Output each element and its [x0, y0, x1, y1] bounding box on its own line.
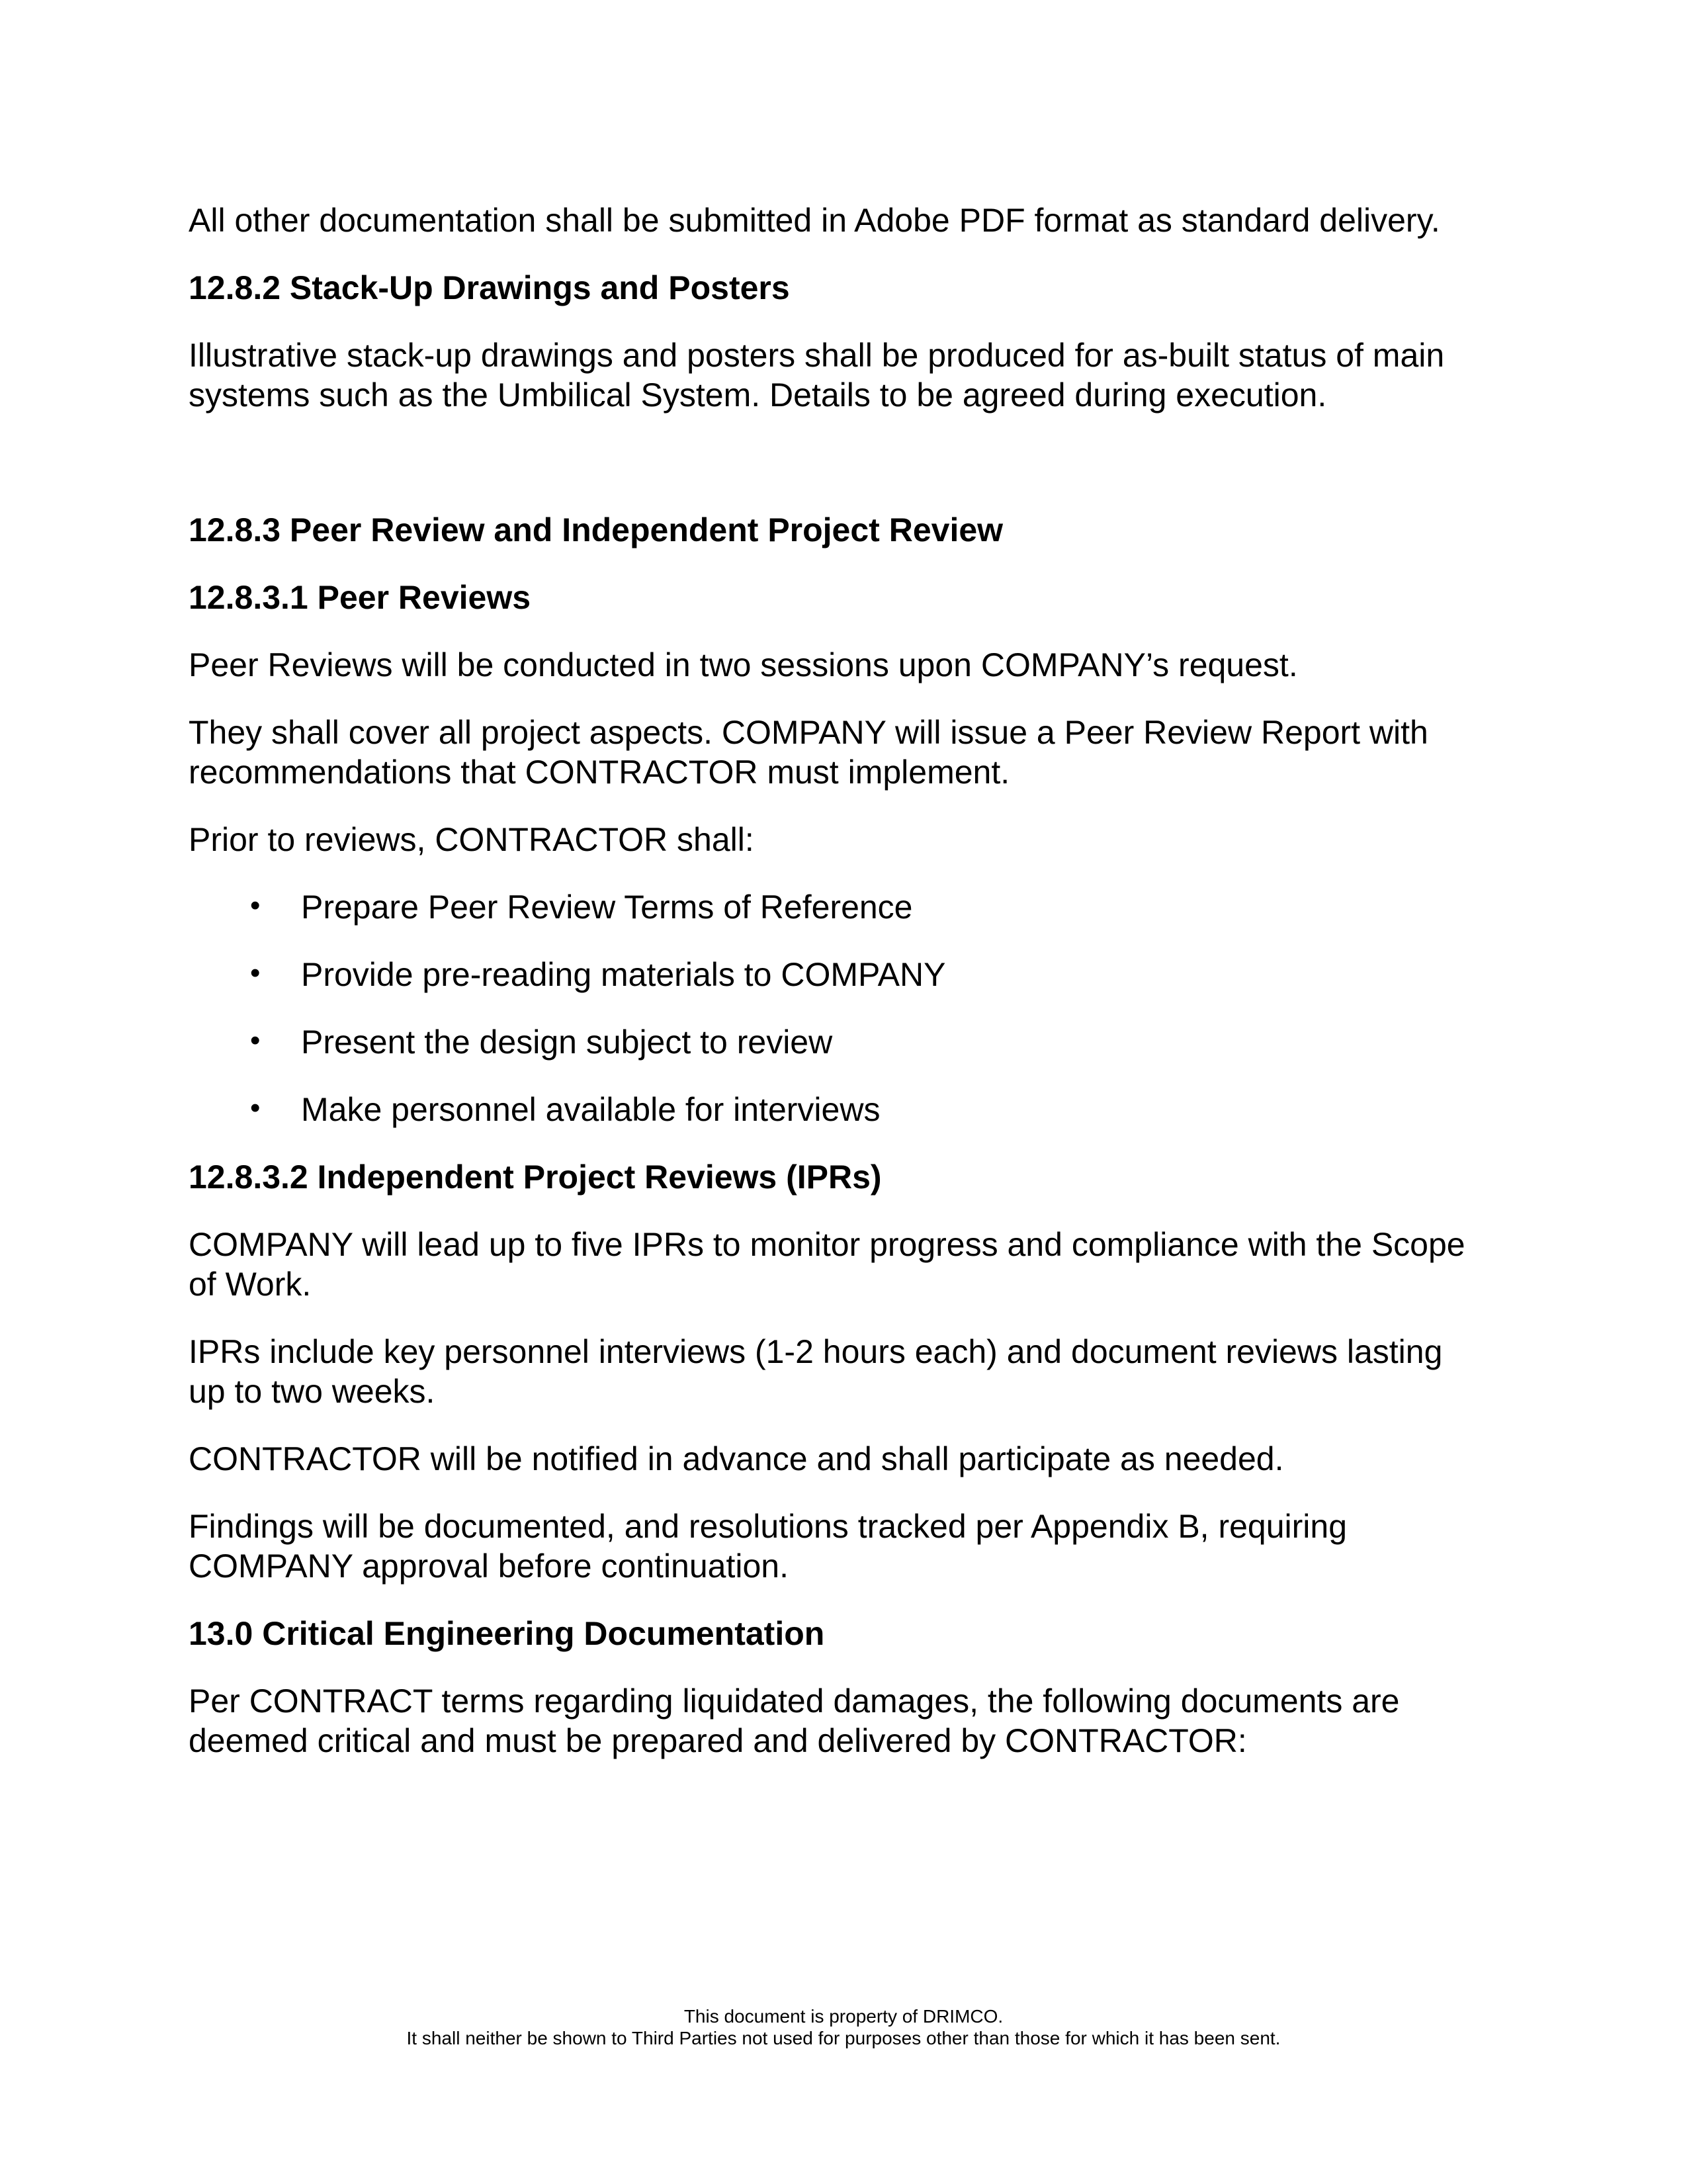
text-line: 13.0 Critical Engineering Documentation — [189, 1615, 825, 1652]
text-line: of Work. — [189, 1266, 312, 1303]
blank-line — [189, 443, 1459, 482]
text-line: Per CONTRACT terms regarding liquidated damages, the following documents are — [189, 1682, 1400, 1720]
text-line: 12.8.3.1 Peer Reviews — [189, 579, 531, 616]
paragraph — [189, 820, 1459, 859]
text-line: Prepare Peer Review Terms of Reference — [301, 889, 913, 926]
paragraph — [189, 713, 1459, 792]
text-line: All other documentation shall be submitted in Adobe PDF format as standard delivery. — [189, 202, 1440, 239]
paragraph — [189, 1332, 1459, 1411]
text-line: 12.8.2 Stack-Up Drawings and Posters — [189, 269, 790, 306]
text-line: up to two weeks. — [189, 1373, 435, 1410]
footer-confidentiality-notice: It shall neither be shown to Third Parties not used for purposes other than those for which it has been sent. — [406, 2028, 1281, 2048]
bullet-icon: • — [250, 957, 261, 989]
text-line: Provide pre-reading materials to COMPANY — [301, 956, 946, 993]
text-line: Illustrative stack-up drawings and posters shall be produced for as-built status of main — [189, 337, 1445, 374]
text-line: COMPANY approval before continuation. — [189, 1548, 789, 1585]
bullet-list-item — [189, 887, 1459, 927]
section-heading — [189, 1157, 1459, 1197]
bullet-list-item — [189, 1022, 1459, 1062]
paragraph — [189, 1439, 1459, 1479]
text-line: deemed critical and must be prepared and delivered by CONTRACTOR: — [189, 1722, 1247, 1759]
bullet-icon: • — [250, 1024, 261, 1057]
text-line: IPRs include key personnel interviews (1-2 hours each) and document reviews lasting — [189, 1333, 1443, 1370]
text-line: systems such as the Umbilical System. Details to be agreed during execution. — [189, 376, 1327, 414]
section-heading — [189, 578, 1459, 617]
paragraph — [189, 1681, 1459, 1761]
document-body — [189, 200, 1465, 1788]
bullet-icon: • — [250, 889, 261, 922]
paragraph — [189, 335, 1459, 415]
text-line: Prior to reviews, CONTRACTOR shall: — [189, 821, 754, 858]
text-line: 12.8.3 Peer Review and Independent Project Review — [189, 511, 1004, 548]
text-line: Findings will be documented, and resolutions tracked per Appendix B, requiring — [189, 1508, 1348, 1545]
paragraph — [189, 200, 1459, 240]
paragraph — [189, 645, 1459, 685]
section-heading — [189, 1614, 1459, 1653]
text-line: CONTRACTOR will be notified in advance and shall participate as needed. — [189, 1440, 1284, 1477]
text-line: recommendations that CONTRACTOR must implement. — [189, 754, 1010, 791]
text-line: They shall cover all project aspects. COMPANY will issue a Peer Review Report with — [189, 714, 1428, 751]
text-line: Present the design subject to review — [301, 1024, 833, 1061]
footer-property-notice: This document is property of DRIMCO. — [683, 2006, 1004, 2027]
text-line: Peer Reviews will be conducted in two sessions upon COMPANY’s request. — [189, 646, 1298, 683]
bullet-list-item — [189, 955, 1459, 994]
paragraph — [189, 1225, 1465, 1304]
text-line: Make personnel available for interviews — [301, 1091, 881, 1128]
page-footer — [0, 2005, 1687, 2049]
paragraph — [189, 1507, 1459, 1586]
section-heading — [189, 510, 1459, 550]
section-heading — [189, 268, 1459, 308]
text-line: COMPANY will lead up to five IPRs to monitor progress and compliance with the Scope — [189, 1226, 1465, 1263]
bullet-list-item — [189, 1090, 1459, 1129]
text-line: 12.8.3.2 Independent Project Reviews (IPRs) — [189, 1158, 882, 1196]
bullet-icon: • — [250, 1092, 261, 1124]
